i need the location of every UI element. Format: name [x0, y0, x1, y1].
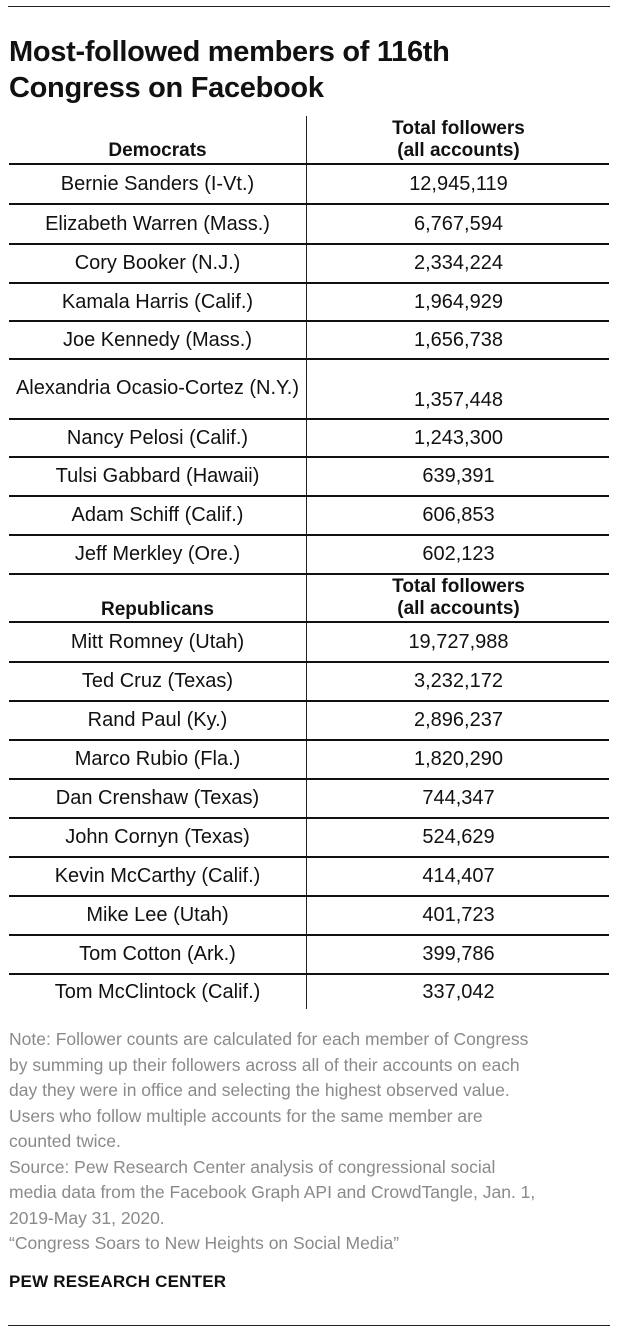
table-row-value: 399,786 — [422, 943, 495, 965]
table-row-value: 639,391 — [422, 465, 495, 487]
table-row-name: Tulsi Gabbard (Hawaii) — [55, 465, 260, 487]
source-line: Source: Pew Research Center analysis of congressional social — [9, 1156, 496, 1177]
table-row-value: 414,407 — [422, 865, 495, 887]
bottom-rule — [8, 1325, 610, 1326]
table-row-name: Ted Cruz (Texas) — [81, 670, 234, 692]
source-line: media data from the Facebook Graph API and CrowdTangle, Jan. 1, — [9, 1182, 536, 1202]
table-row-value: 1,964,929 — [414, 290, 503, 313]
table-row-value: 12,945,119 — [409, 173, 508, 195]
table-row-value: 1,243,300 — [414, 426, 503, 449]
table-row-value: 1,357,448 — [414, 389, 503, 411]
democrats-header — [9, 116, 306, 164]
page-title — [9, 34, 609, 106]
table-row-name: Alexandria Ocasio-Cortez (N.Y.) — [15, 376, 300, 399]
table-row-value: 1,656,738 — [414, 328, 503, 351]
table-row-name: Kamala Harris (Calif.) — [61, 290, 254, 313]
table-row-value: 3,232,172 — [414, 670, 503, 692]
title-line-1: Most-followed members of 116th — [9, 36, 450, 68]
table-row-value: 602,123 — [422, 543, 495, 565]
value-header-line-1: Total followers — [392, 118, 525, 139]
democrats-label: Democrats — [108, 140, 207, 161]
row-divider — [9, 358, 609, 360]
table-row-name: Marco Rubio (Fla.) — [74, 748, 241, 770]
table-row-name: Bernie Sanders (I-Vt.) — [60, 173, 255, 195]
table-row-value: 19,727,988 — [408, 630, 509, 653]
table-row-name: Joe Kennedy (Mass.) — [63, 328, 252, 351]
note-line: Users who follow multiple accounts for the same member are — [9, 1105, 483, 1126]
note-line: Note: Follower counts are calculated for each member of Congress — [9, 1029, 529, 1049]
table-row-name: John Cornyn (Texas) — [65, 826, 250, 848]
table-row-value: 6,767,594 — [414, 212, 503, 235]
value-header-line-1: Total followers — [392, 576, 525, 597]
table-row-value: 524,629 — [422, 826, 495, 848]
table-row-value: 1,820,290 — [414, 748, 503, 770]
note-line: counted twice. — [9, 1131, 121, 1151]
table-row-name: Mitt Romney (Utah) — [70, 630, 245, 653]
table-row-name: Mike Lee (Utah) — [86, 904, 229, 926]
table-row-name: Elizabeth Warren (Mass.) — [45, 212, 270, 235]
table-row-name: Jeff Merkley (Ore.) — [74, 543, 241, 565]
table-row-name: Adam Schiff (Calif.) — [71, 504, 244, 526]
notes — [9, 1027, 614, 1257]
table-row-value: 744,347 — [422, 787, 495, 809]
note-line: day they were in office and selecting the highest observed value. — [9, 1080, 510, 1100]
republicans-label: Republicans — [101, 599, 214, 620]
table-row-value: 2,896,237 — [414, 709, 503, 731]
note-line: by summing up their followers across all of their accounts on each — [9, 1054, 520, 1075]
table-row-name: Dan Crenshaw (Texas) — [55, 787, 260, 809]
table-row-name: Nancy Pelosi (Calif.) — [66, 426, 249, 449]
source-line: 2019-May 31, 2020. — [9, 1207, 165, 1228]
table-row-value: 2,334,224 — [414, 252, 503, 274]
value-header-line-2: (all accounts) — [397, 140, 520, 161]
table-row-value: 337,042 — [422, 980, 495, 1003]
top-rule — [8, 6, 610, 7]
table-row-value: 401,723 — [422, 904, 495, 926]
title-line-2: Congress on Facebook — [9, 72, 324, 104]
table-row-name: Tom Cotton (Ark.) — [79, 943, 236, 965]
brand-footer: PEW RESEARCH CENTER — [9, 1272, 227, 1291]
table-row-name: Cory Booker (N.J.) — [74, 252, 241, 274]
table-row-name: Rand Paul (Ky.) — [87, 709, 228, 731]
table-row-value: 606,853 — [422, 504, 495, 526]
value-header-line-2: (all accounts) — [397, 598, 520, 619]
republicans-value-header — [307, 575, 610, 621]
democrats-value-header — [307, 116, 610, 164]
table-row-name: Tom McClintock (Calif.) — [54, 980, 261, 1003]
republicans-header — [9, 575, 306, 621]
table-row-name: Kevin McCarthy (Calif.) — [54, 865, 261, 887]
report-title-line: “Congress Soars to New Heights on Social Media” — [9, 1233, 400, 1253]
